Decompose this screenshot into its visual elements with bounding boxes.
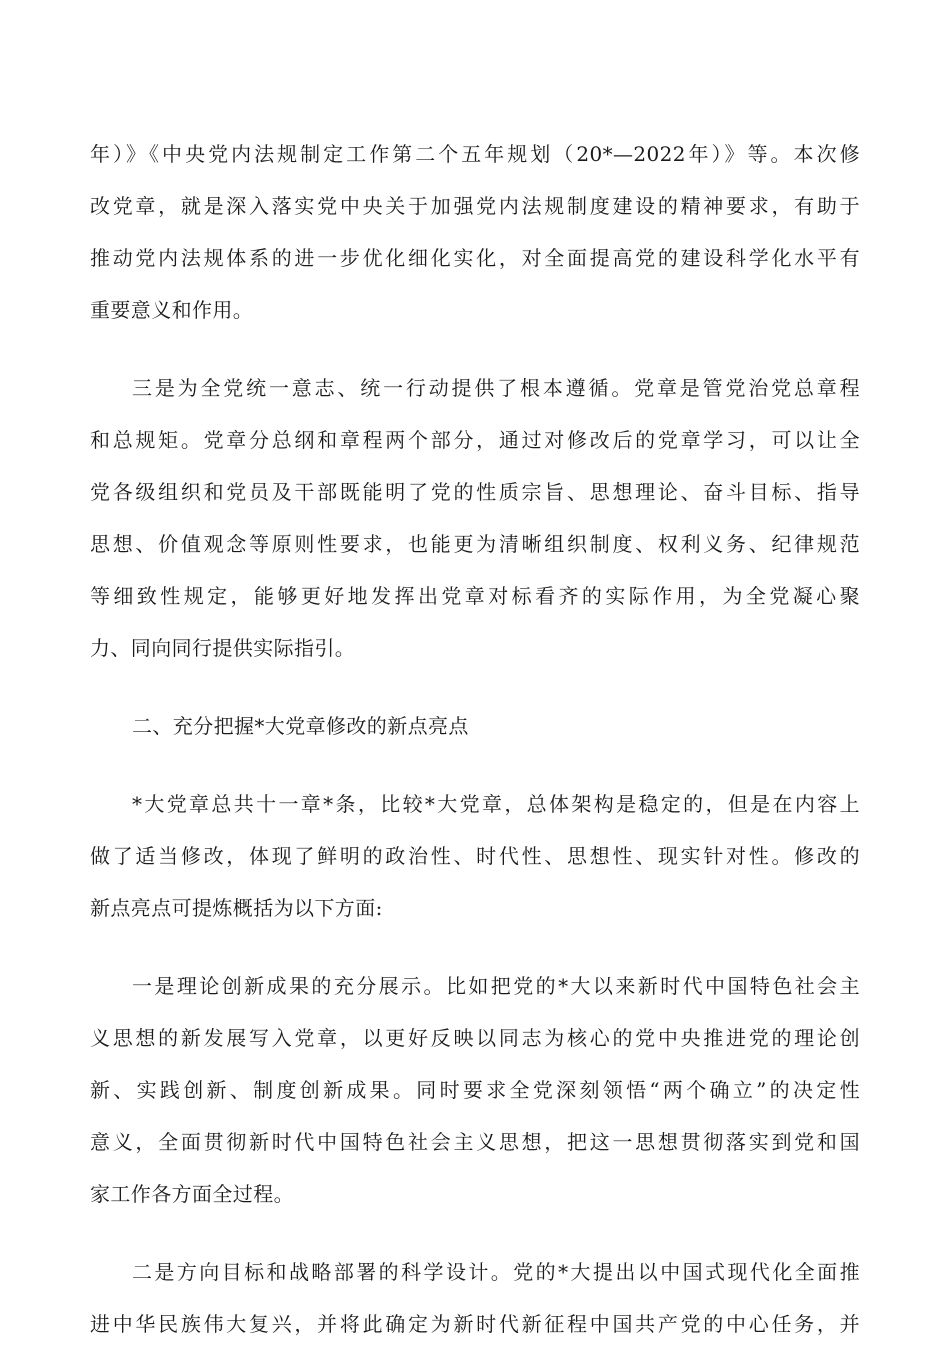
paragraph-line: 进中华民族伟大复兴，并将此确定为新时代新征程中国共产党的中心任务，并 bbox=[90, 1312, 860, 1336]
paragraph-spacer bbox=[90, 336, 860, 362]
paragraph-line: 党各级组织和党员及干部既能明了党的性质宗旨、思想理论、奋斗目标、指导 bbox=[90, 480, 860, 504]
paragraph-line: 新点亮点可提炼概括为以下方面: bbox=[90, 896, 383, 920]
paragraph-line: 二是方向目标和战略部署的科学设计。党的*大提出以中国式现代化全面推 bbox=[132, 1260, 860, 1284]
paragraph-line: 三是为全党统一意志、统一行动提供了根本遵循。党章是管党治党总章程 bbox=[132, 376, 860, 400]
paragraph-line: 等细致性规定，能够更好地发挥出党章对标看齐的实际作用，为全党凝心聚 bbox=[90, 584, 860, 608]
paragraph-line: 重要意义和作用。 bbox=[90, 298, 254, 322]
paragraph-line: 力、同向同行提供实际指引。 bbox=[90, 636, 356, 660]
section-heading: 二、充分把握*大党章修改的新点亮点 bbox=[132, 714, 469, 738]
document-body bbox=[90, 128, 860, 1350]
paragraph-line: 一是理论创新成果的充分展示。比如把党的*大以来新时代中国特色社会主 bbox=[132, 974, 860, 998]
paragraph-line: 和总规矩。党章分总纲和章程两个部分，通过对修改后的党章学习，可以让全 bbox=[90, 428, 860, 452]
paragraph-line: 义思想的新发展写入党章，以更好反映以同志为核心的党中央推进党的理论创 bbox=[90, 1026, 860, 1050]
paragraph-spacer bbox=[90, 752, 860, 778]
paragraph-line: 意义，全面贯彻新时代中国特色社会主义思想，把这一思想贯彻落实到党和国 bbox=[90, 1130, 860, 1154]
paragraph-line: 做了适当修改，体现了鲜明的政治性、时代性、思想性、现实针对性。修改的 bbox=[90, 844, 860, 868]
paragraph-line: 改党章，就是深入落实党中央关于加强党内法规制度建设的精神要求，有助于 bbox=[90, 194, 860, 218]
paragraph-line: 年）》《中央党内法规制定工作第二个五年规划（20*—2022年）》等。本次修 bbox=[90, 142, 860, 166]
paragraph-line: 家工作各方面全过程。 bbox=[90, 1182, 294, 1206]
paragraph-spacer bbox=[90, 1220, 860, 1246]
paragraph-line: *大党章总共十一章*条，比较*大党章，总体架构是稳定的，但是在内容上 bbox=[132, 792, 860, 816]
paragraph-line: 新、实践创新、制度创新成果。同时要求全党深刻领悟“两个确立”的决定性 bbox=[90, 1078, 860, 1102]
paragraph-line: 推动党内法规体系的进一步优化细化实化，对全面提高党的建设科学化水平有 bbox=[90, 246, 860, 270]
paragraph-spacer bbox=[90, 674, 860, 700]
paragraph-spacer bbox=[90, 934, 860, 960]
paragraph-line: 思想、价值观念等原则性要求，也能更为清晰组织制度、权利义务、纪律规范 bbox=[90, 532, 860, 556]
